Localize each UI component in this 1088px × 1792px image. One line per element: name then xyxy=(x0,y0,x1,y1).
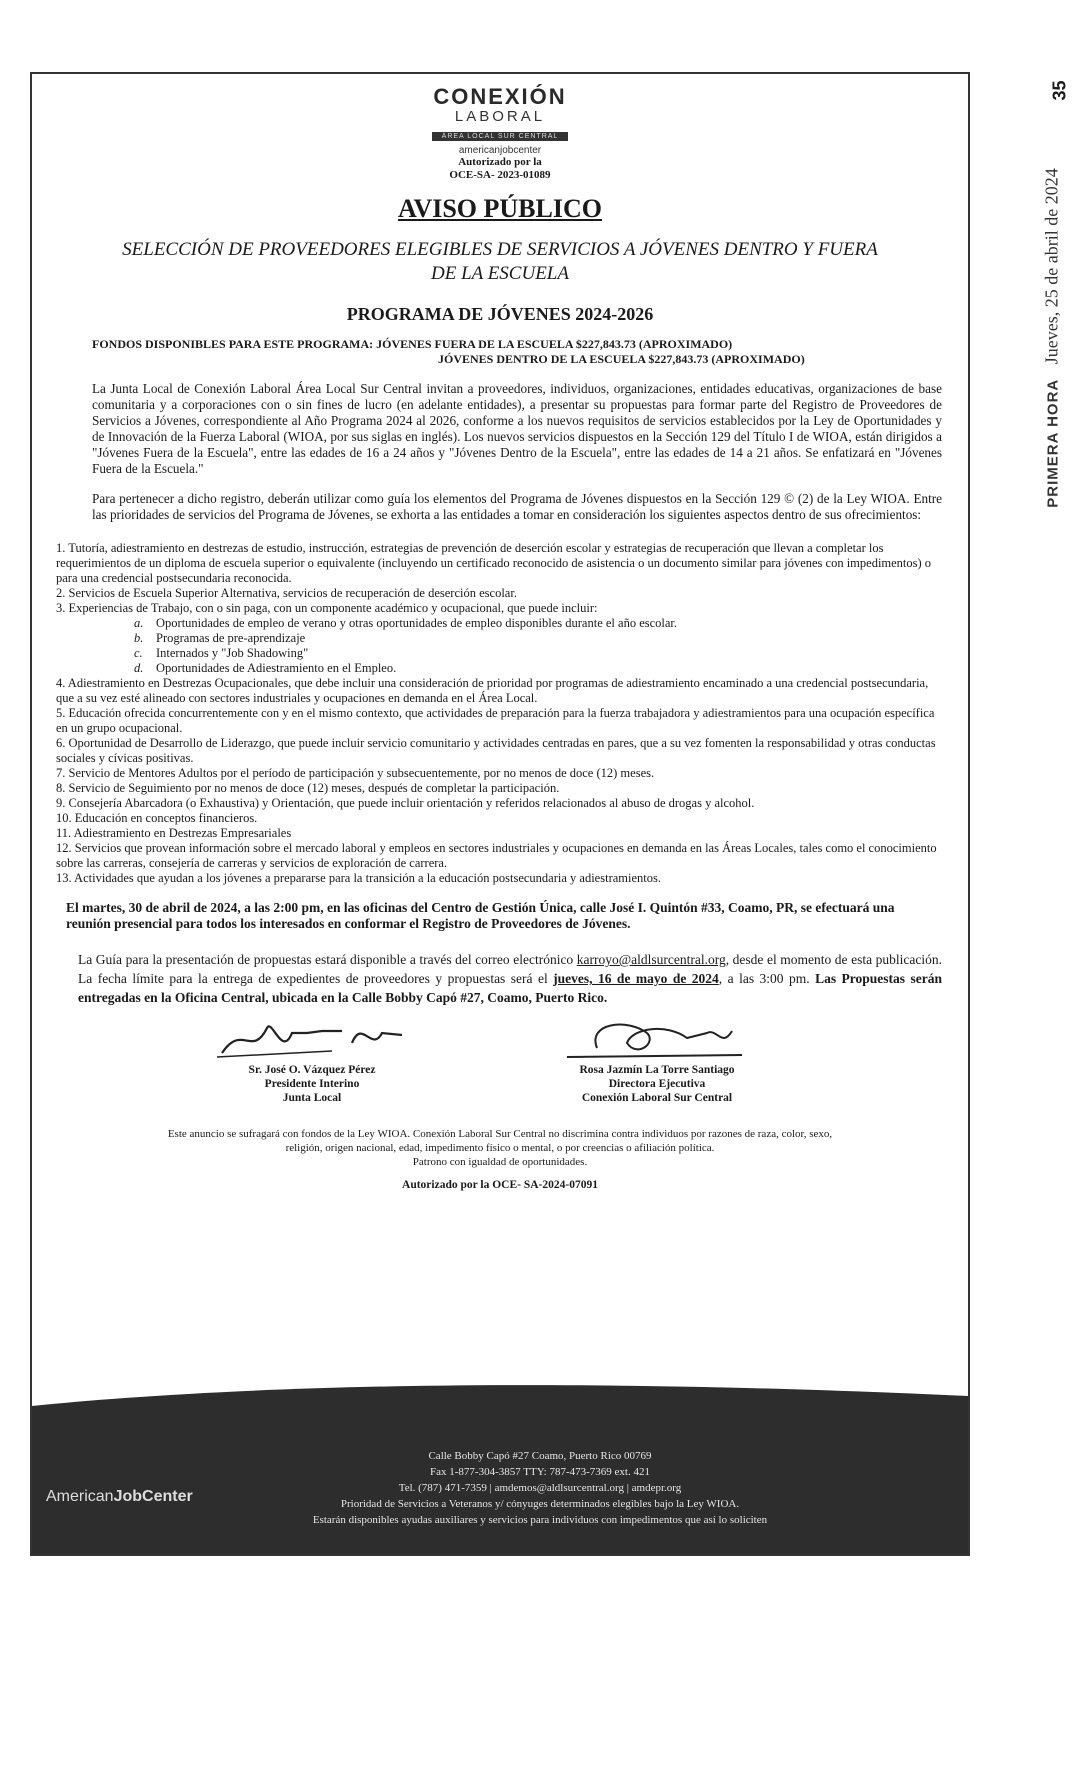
list-item: 3. Experiencias de Trabajo, con o sin paga, con un componente académico y ocupacional, que puede incluir: xyxy=(56,601,598,615)
disclaimer-line: Este anuncio se sufragará con fondos de la Ley WIOA. Conexión Laboral Sur Central no discrimina contra individuos por razones de raza, color, sexo, xyxy=(167,1128,833,1140)
logo-ajc: americanjobcenter xyxy=(458,145,542,156)
sub-list-item: b. Programas de pre-aprendizaje xyxy=(134,631,306,645)
american-job-center-logo: AmericanJobCenter xyxy=(46,1488,193,1505)
footer-line: Calle Bobby Capó #27 Coamo, Puerto Rico 00769 xyxy=(428,1450,652,1462)
footer-line: Prioridad de Servicios a Veteranos y/ cónyuges determinados elegibles bajo la Ley WIOA. xyxy=(340,1498,740,1510)
logo-sub: LABORAL xyxy=(454,108,546,125)
meeting-announcement: El martes, 30 de abril de 2024, a las 2:00 pm, en las oficinas del Centro de Gestión Única, calle José I. Quintón #33, Coamo, PR, se efectuará una reunión presencial para todos los interesados en conformar el Registro de Proveedores de Jóvenes. xyxy=(66,900,895,931)
list-item: 7. Servicio de Mentores Adultos por el período de participación y subsecuentemente, por no menos de doce (12) meses. xyxy=(56,766,655,780)
section-name: PRIMERA HORA xyxy=(1044,378,1062,508)
logo-bar: ÁREA LOCAL SUR CENTRAL xyxy=(432,132,569,141)
newspaper-side-header xyxy=(1032,78,1072,598)
funds-available xyxy=(92,337,968,367)
page-number: 35 xyxy=(1049,80,1070,101)
sub-list-item: c. Internados y "Job Shadowing" xyxy=(134,646,309,660)
signer-role: Presidente Interino xyxy=(264,1078,360,1090)
signatures xyxy=(32,1013,968,1123)
signer-name: Rosa Jazmín La Torre Santiago xyxy=(579,1064,735,1076)
footer xyxy=(32,1406,968,1554)
list-item: 5. Educación ofrecida concurrentemente con y en el mismo contexto, que actividades de preparación para la fuerza trabajadora y adiestramientos para una ocupación específica en un grupo ocupacional. xyxy=(56,706,935,735)
signer-org: Junta Local xyxy=(282,1092,342,1104)
subtitle: SELECCIÓN DE PROVEEDORES ELEGIBLES DE SERVICIOS A JÓVENES DENTRO Y FUERA DE LA ESCUELA xyxy=(122,239,878,284)
list-item: 13. Actividades que ayudan a los jóvenes a prepararse para la transición a la educación postsecundaria y adiestramientos. xyxy=(56,871,661,885)
signature-block-president xyxy=(182,1013,442,1105)
signer-org: Conexión Laboral Sur Central xyxy=(581,1092,733,1104)
page-title: AVISO PÚBLICO xyxy=(398,194,602,223)
guide-paragraph: La Guía para la presentación de propuestas estará disponible a través del correo electrónico karroyo@aldlsurcentral.org, desde el momento de esta publicación. La fecha límite para la entrega de expedientes de proveedores y propuestas será el jueves, 16 de mayo de 2024, a las 3:00 pm. Las Propuestas serán entregadas en la Oficina Central, ubicada en la Calle Bobby Capó #27, Coamo, Puerto Rico. xyxy=(78,952,942,1005)
footer-line: Tel. (787) 471-7359 | amdemos@aldlsurcentral.org | amdepr.org xyxy=(398,1482,682,1494)
logo xyxy=(32,84,968,182)
authorized-line-1: Autorizado por la xyxy=(458,156,542,168)
publication-date: Jueves, 25 de abril de 2024 xyxy=(1041,168,1062,365)
authorization-code: Autorizado por la OCE- SA-2024-07091 xyxy=(402,1179,598,1191)
intro-paragraph: La Junta Local de Conexión Laboral Área Local Sur Central invitan a proveedores, individuos, organizaciones, entidades educativas, organizaciones de base comunitaria y a corporaciones con o sin fines de lucro (en adelante entidades), a presentar su propuestas para formar parte del Registro de Proveedores de Servicios a Jóvenes, correspondiente al Año Programa 2024 al 2026, conforme a los nuevos requisitos de servicios establecidos por la Ley de Oportunidades y de Innovación de la Fuerza Laboral (WIOA, por sus siglas en inglés). Los nuevos servicios dispuestos en la Sección 129 del Título I de WIOA, están dirigidos a "Jóvenes Fuera de la Escuela", entre las edades de 16 a 24 años y "Jóvenes Dentro de la Escuela", entre las edades de 14 a 21 años. Se enfatizará en "Jóvenes Fuera de la Escuela." xyxy=(92,381,942,476)
list-item: 4. Adiestramiento en Destrezas Ocupacionales, que debe incluir una consideración de prioridad por programas de adiestramiento encaminado a una credencial postsecundaria, que a su vez esté alineado con sectores industriales y ocupaciones en demanda en el Área Local. xyxy=(56,676,929,705)
logo-name: CONEXIÓN xyxy=(433,84,567,109)
email-link[interactable]: karroyo@aldlsurcentral.org xyxy=(576,952,726,967)
disclaimer xyxy=(72,1127,928,1169)
disclaimer-line: Patrono con igualdad de oportunidades. xyxy=(412,1156,588,1168)
handwritten-signature-2 xyxy=(557,1013,757,1063)
footer-line: Estarán disponibles ayudas auxiliares y servicios para individuos con impedimentos que así lo soliciten xyxy=(312,1514,768,1526)
footer-wave-decoration xyxy=(32,1376,968,1436)
list-item: 6. Oportunidad de Desarrollo de Liderazgo, que puede incluir servicio comunitario y actividades centradas en pares, que a su vez fomenten la responsabilidad y otras conductas sociales y cívicas positivas. xyxy=(56,736,936,765)
list-item: 12. Servicios que provean información sobre el mercado laboral y empleos en sectores industriales y ocupaciones en demanda en las Áreas Locales, tales como el conocimiento sobre las carreras, consejería de carreras y servicios de exploración de carrera. xyxy=(56,841,937,870)
list-item: 8. Servicio de Seguimiento por no menos de doce (12) meses, después de completar la participación. xyxy=(56,781,560,795)
services-list xyxy=(56,541,942,886)
list-item: 10. Educación en conceptos financieros. xyxy=(56,811,258,825)
public-notice xyxy=(30,72,970,1556)
signature-block-director xyxy=(532,1013,782,1105)
list-item: 2. Servicios de Escuela Superior Alternativa, servicios de recuperación de deserción escolar. xyxy=(56,586,517,600)
delivery-info: Las Propuestas serán entregadas en la Oficina Central, ubicada en la Calle Bobby Capó #27, Coamo, Puerto Rico. xyxy=(78,971,942,1005)
deadline-date: jueves, 16 de mayo de 2024 xyxy=(553,971,719,986)
signer-name: Sr. José O. Vázquez Pérez xyxy=(248,1064,376,1076)
sub-list-item: a. Oportunidades de empleo de verano y otras oportunidades de empleo disponibles durante el año escolar. xyxy=(134,616,678,630)
sub-list-item: d. Oportunidades de Adiestramiento en el Empleo. xyxy=(134,661,397,675)
footer-line: Fax 1-877-304-3857 TTY: 787-473-7369 ext. 421 xyxy=(430,1466,650,1478)
list-item: 11. Adiestramiento en Destrezas Empresariales xyxy=(56,826,292,840)
funds-line-2: JÓVENES DENTRO DE LA ESCUELA $227,843.73 (APROXIMADO) xyxy=(438,352,805,366)
list-item: 1. Tutoría, adiestramiento en destrezas de estudio, instrucción, estrategias de prevención de deserción escolar y estrategias de recuperación que llevan a completar los requerimientos de un diploma de escuela superior o equivalente (incluyendo un certificado reconocido de asistencia o un documento similar para jóvenes con impedimentos) o para una credencial postsecundaria reconocida. xyxy=(56,541,932,585)
footer-contact xyxy=(232,1448,848,1528)
program-title: PROGRAMA DE JÓVENES 2024-2026 xyxy=(346,304,654,324)
funds-line-1: FONDOS DISPONIBLES PARA ESTE PROGRAMA: JÓVENES FUERA DE LA ESCUELA $227,843.73 (APROXIMADO) xyxy=(92,337,733,351)
signer-role: Directora Ejecutiva xyxy=(608,1078,706,1090)
handwritten-signature-1 xyxy=(212,1013,412,1063)
registry-paragraph: Para pertenecer a dicho registro, deberán utilizar como guía los elementos del Programa de Jóvenes dispuestos en la Sección 129 © (2) de la Ley WIOA. Entre las prioridades de servicios del Programa de Jóvenes, se exhorta a las entidades a tomar en consideración los siguientes aspectos dentro de sus ofrecimientos: xyxy=(92,491,942,522)
list-item: 9. Consejería Abarcadora (o Exhaustiva) y Orientación, que puede incluir orientación y referidos relacionados al abuso de drogas y alcohol. xyxy=(56,796,755,810)
authorized-line-2: OCE-SA- 2023-01089 xyxy=(449,169,551,181)
disclaimer-line: religión, origen nacional, edad, impedimento físico o mental, o por creencias o afiliación política. xyxy=(285,1142,715,1154)
